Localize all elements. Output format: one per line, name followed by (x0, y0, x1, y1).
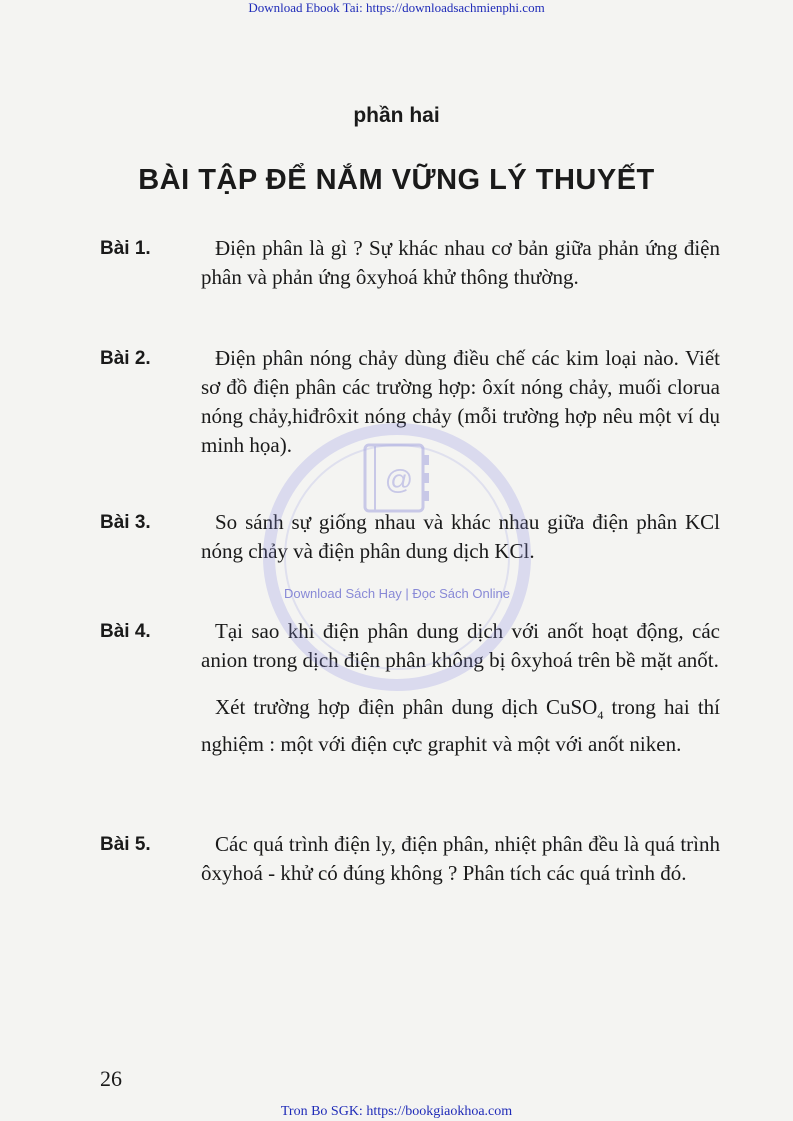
exercise-label: Bài 1. (100, 238, 151, 259)
followup-text-end: trong hai thí nghiệm : một với điện cực graphit và một với anốt niken. (201, 695, 720, 757)
exercise-text: Điện phân nóng chảy dùng điều chế các kim loại nào. Viết sơ đồ điện phân các trường hợp: ôxít nóng chảy, muối clorua nóng chảy,hiđrôxit nóng chảy (mỗi trường hợp nêu một ví dụ minh họa). (201, 346, 720, 457)
watermark-caption: Download Sách Hay | Đọc Sách Online (284, 586, 510, 601)
exercise-3 (100, 508, 720, 566)
exercise-followup (201, 693, 720, 759)
exercise-text: Các quá trình điện ly, điện phân, nhiệt phân đều là quá trình ôxyhoá - khử có đúng không ? Phân tích các quá trình đó. (201, 832, 720, 885)
followup-text-start: Xét trường hợp điện phân dung dịch CuSO (215, 695, 598, 719)
exercise-text: So sánh sự giống nhau và khác nhau giữa điện phân KCl nóng chảy và điện phân dung dịch KCl. (201, 510, 720, 563)
exercise-1 (100, 234, 720, 292)
page-number: 26 (100, 1066, 122, 1091)
textbook-link[interactable]: Tron Bo SGK: https://bookgiaokhoa.com (280, 1104, 513, 1119)
part-label: phần hai (353, 104, 440, 127)
exercise-label: Bài 2. (100, 348, 151, 369)
exercise-label: Bài 4. (100, 621, 151, 642)
exercise-4 (100, 617, 720, 759)
exercise-label: Bài 5. (100, 834, 151, 855)
exercise-text: Tại sao khi điện phân dung dịch với anốt hoạt động, các anion trong dịch điện phân không bị ôxyhoá trên bề mặt anốt. (201, 619, 720, 672)
exercise-text: Điện phân là gì ? Sự khác nhau cơ bản giữa phản ứng điện phân và phản ứng ôxyhoá khử thông thường. (201, 236, 720, 289)
svg-text:@: @ (384, 464, 414, 495)
exercise-label: Bài 3. (100, 512, 151, 533)
exercise-5 (100, 830, 720, 888)
formula-subscript: 4 (597, 708, 604, 723)
download-ebook-link[interactable]: Download Ebook Tai: https://downloadsachmienphi.com (248, 0, 545, 15)
section-title: BÀI TẬP ĐỂ NẮM VỮNG LÝ THUYẾT (138, 164, 655, 196)
exercise-2 (100, 344, 720, 460)
